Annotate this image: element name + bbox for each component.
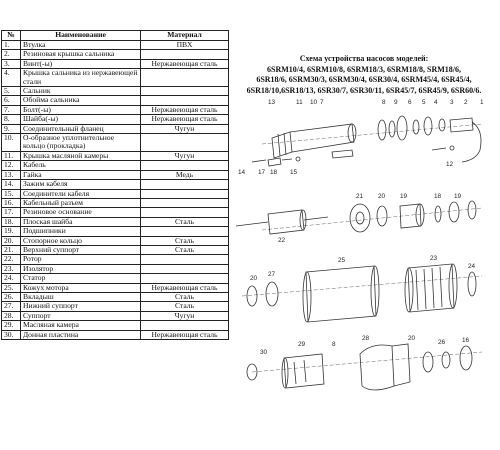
table-row xyxy=(2,274,229,283)
callout-label: 16 xyxy=(462,337,470,344)
part-name: Шайба(-ы) xyxy=(21,115,141,124)
callout-label: 4 xyxy=(434,99,438,106)
parts-table xyxy=(1,30,229,340)
table-row xyxy=(2,170,229,179)
callout-label: 23 xyxy=(430,255,438,262)
callout-label: 5 xyxy=(422,99,426,106)
part-name: Масляная камера xyxy=(21,321,141,330)
callout-label: 7 xyxy=(320,99,324,106)
table-row xyxy=(2,96,229,105)
callout-label: 18 xyxy=(434,193,442,200)
table-row xyxy=(2,124,229,133)
part-name: Резиновая крышка сальника xyxy=(21,50,141,59)
table-row xyxy=(2,105,229,114)
part-name: Винт(-ы) xyxy=(21,59,141,68)
callout-label: 19 xyxy=(400,193,408,200)
rotor-assembly xyxy=(236,201,476,234)
table-row xyxy=(2,151,229,160)
callout-label: 29 xyxy=(298,341,306,348)
callout-label: 1 xyxy=(480,99,484,106)
part-name: Донная пластина xyxy=(21,330,141,339)
part-name: Кабельный разъем xyxy=(21,198,141,207)
table-row xyxy=(2,115,229,124)
table-row xyxy=(2,302,229,311)
callout-label: 28 xyxy=(362,335,370,342)
part-material: Медь xyxy=(141,170,229,179)
row-number: 12. xyxy=(2,161,21,170)
table-row xyxy=(2,236,229,245)
row-number: 15. xyxy=(2,189,21,198)
callout-label: 14 xyxy=(238,169,246,176)
callout-label: 21 xyxy=(356,193,364,200)
row-number: 9. xyxy=(2,124,21,133)
table-row xyxy=(2,161,229,170)
row-number: 24. xyxy=(2,274,21,283)
part-material xyxy=(141,96,229,105)
callout-label: 25 xyxy=(338,257,346,264)
part-name: Крышка сальника из нержавеющей стали xyxy=(21,69,141,87)
part-material: Сталь xyxy=(141,302,229,311)
header-number: № xyxy=(2,31,21,41)
row-number: 10. xyxy=(2,134,21,152)
part-material: Нержавеющая сталь xyxy=(141,283,229,292)
part-name: Резиновое основание xyxy=(21,208,141,217)
part-material xyxy=(141,255,229,264)
part-name: Изолятор xyxy=(21,264,141,273)
part-name: Обойма сальника xyxy=(21,96,141,105)
table-row xyxy=(2,50,229,59)
callout-label: 19 xyxy=(454,193,462,200)
callout-label: 8 xyxy=(332,341,336,348)
part-material xyxy=(141,50,229,59)
table-row xyxy=(2,321,229,330)
part-name: Гайка xyxy=(21,170,141,179)
motor-casing-assembly xyxy=(247,264,476,322)
diagram-title-line: 6SR18/6, 6SRM30/3, 6SRM30/4, 6SR30/4, 6SRM45/4, 6SR45/4, xyxy=(256,75,472,85)
exploded-pump-diagram xyxy=(232,90,498,446)
table-row xyxy=(2,69,229,87)
row-number: 28. xyxy=(2,311,21,320)
part-material xyxy=(141,189,229,198)
part-material xyxy=(141,180,229,189)
callout-label: 20 xyxy=(250,275,258,282)
table-row xyxy=(2,283,229,292)
part-material xyxy=(141,87,229,96)
part-name: Кабель xyxy=(21,161,141,170)
callout-label: 20 xyxy=(408,335,416,342)
callout-label: 10 xyxy=(310,99,318,106)
callout-label: 24 xyxy=(468,263,476,270)
part-material: Сталь xyxy=(141,236,229,245)
table-row xyxy=(2,180,229,189)
part-material xyxy=(141,161,229,170)
part-material xyxy=(141,321,229,330)
table-row xyxy=(2,227,229,236)
row-number: 27. xyxy=(2,302,21,311)
cable-connector-parts xyxy=(252,146,454,166)
part-name: Подшипники xyxy=(21,227,141,236)
part-material: Чугун xyxy=(141,124,229,133)
row-number: 6. xyxy=(2,96,21,105)
table-row xyxy=(2,134,229,152)
part-name: Соединительный фланец xyxy=(21,124,141,133)
callout-label: 20 xyxy=(378,193,386,200)
row-number: 20. xyxy=(2,236,21,245)
callout-label: 27 xyxy=(268,271,276,278)
callout-label: 11 xyxy=(296,99,303,106)
part-material: Сталь xyxy=(141,245,229,254)
row-number: 4. xyxy=(2,69,21,87)
callout-label: 26 xyxy=(438,339,446,346)
header-material: Материал xyxy=(141,31,229,41)
callout-label: 9 xyxy=(394,99,398,106)
part-name: Болт(-ы) xyxy=(21,105,141,114)
part-material: Чугун xyxy=(141,311,229,320)
part-material xyxy=(141,264,229,273)
part-material: Нержавеющая сталь xyxy=(141,330,229,339)
part-name: Стопорное кольцо xyxy=(21,236,141,245)
bottom-support-assembly xyxy=(247,344,472,390)
table-row xyxy=(2,198,229,207)
top-flange-assembly xyxy=(272,116,481,162)
row-number: 30. xyxy=(2,330,21,339)
row-number: 2. xyxy=(2,50,21,59)
part-material xyxy=(141,208,229,217)
part-material xyxy=(141,227,229,236)
part-name: Верхний суппорт xyxy=(21,245,141,254)
row-number: 7. xyxy=(2,105,21,114)
part-material: Нержавеющая сталь xyxy=(141,59,229,68)
table-row xyxy=(2,41,229,50)
row-number: 23. xyxy=(2,264,21,273)
diagram-title-line: 6SR18/10,6SR18/13, 6SR30/7, 6SR30/11, 6SR45/7, 6SR45/9, 6SR60/6. xyxy=(246,85,482,95)
table-row xyxy=(2,59,229,68)
table-row xyxy=(2,189,229,198)
part-name: Нижний суппорт xyxy=(21,302,141,311)
table-row xyxy=(2,292,229,301)
table-row xyxy=(2,330,229,339)
part-name: О-образное уплотнительное кольцо (прокладка) xyxy=(21,134,141,152)
callout-label: 15 xyxy=(290,169,298,176)
row-number: 16. xyxy=(2,198,21,207)
header-name: Наименование xyxy=(21,31,141,41)
callout-label: 6 xyxy=(408,99,412,106)
part-material: Нержавеющая сталь xyxy=(141,105,229,114)
row-number: 26. xyxy=(2,292,21,301)
callout-label: 30 xyxy=(260,349,268,356)
parts-table-body xyxy=(2,41,229,340)
part-name: Кожух мотора xyxy=(21,283,141,292)
row-number: 8. xyxy=(2,115,21,124)
part-material: Чугун xyxy=(141,151,229,160)
row-number: 19. xyxy=(2,227,21,236)
row-number: 25. xyxy=(2,283,21,292)
callout-label: 17 xyxy=(258,169,266,176)
row-number: 1. xyxy=(2,41,21,50)
part-name: Статор xyxy=(21,274,141,283)
part-material: Нержавеющая сталь xyxy=(141,115,229,124)
callout-label: 13 xyxy=(268,99,276,106)
table-row xyxy=(2,311,229,320)
part-material: ПВХ xyxy=(141,41,229,50)
part-name: Зажим кабеля xyxy=(21,180,141,189)
table-row xyxy=(2,255,229,264)
part-name: Ротор xyxy=(21,255,141,264)
callout-label: 8 xyxy=(382,99,386,106)
part-material xyxy=(141,274,229,283)
part-name: Сальник xyxy=(21,87,141,96)
callout-label: 18 xyxy=(270,169,278,176)
part-material: Сталь xyxy=(141,292,229,301)
callout-label: 12 xyxy=(446,161,454,168)
row-number: 14. xyxy=(2,180,21,189)
table-row xyxy=(2,87,229,96)
row-number: 29. xyxy=(2,321,21,330)
row-number: 22. xyxy=(2,255,21,264)
diagram-title-line: Схема устройства насосов моделей: xyxy=(299,54,429,63)
part-name: Плоская шайба xyxy=(21,217,141,226)
table-row xyxy=(2,264,229,273)
diagram-title-line: 6SRM10/4, 6SRM10/8, 6SRM18/3, 6SRM18/8, SRM18/6, xyxy=(267,64,461,74)
part-material: Сталь xyxy=(141,217,229,226)
table-row xyxy=(2,245,229,254)
table-row xyxy=(2,208,229,217)
row-number: 18. xyxy=(2,217,21,226)
part-material xyxy=(141,198,229,207)
row-number: 17. xyxy=(2,208,21,217)
part-name: Крышка масляной камеры xyxy=(21,151,141,160)
callout-label: 22 xyxy=(278,237,286,244)
row-number: 11. xyxy=(2,151,21,160)
row-number: 3. xyxy=(2,59,21,68)
part-material xyxy=(141,69,229,87)
callout-label: 3 xyxy=(450,99,454,106)
part-name: Вкладыш xyxy=(21,292,141,301)
row-number: 5. xyxy=(2,87,21,96)
table-row xyxy=(2,217,229,226)
row-number: 13. xyxy=(2,170,21,179)
callout-label: 2 xyxy=(464,99,468,106)
table-header-row xyxy=(2,31,229,41)
part-name: Суппорт xyxy=(21,311,141,320)
part-material xyxy=(141,134,229,152)
part-name: Втулка xyxy=(21,41,141,50)
row-number: 21. xyxy=(2,245,21,254)
part-name: Соединители кабеля xyxy=(21,189,141,198)
